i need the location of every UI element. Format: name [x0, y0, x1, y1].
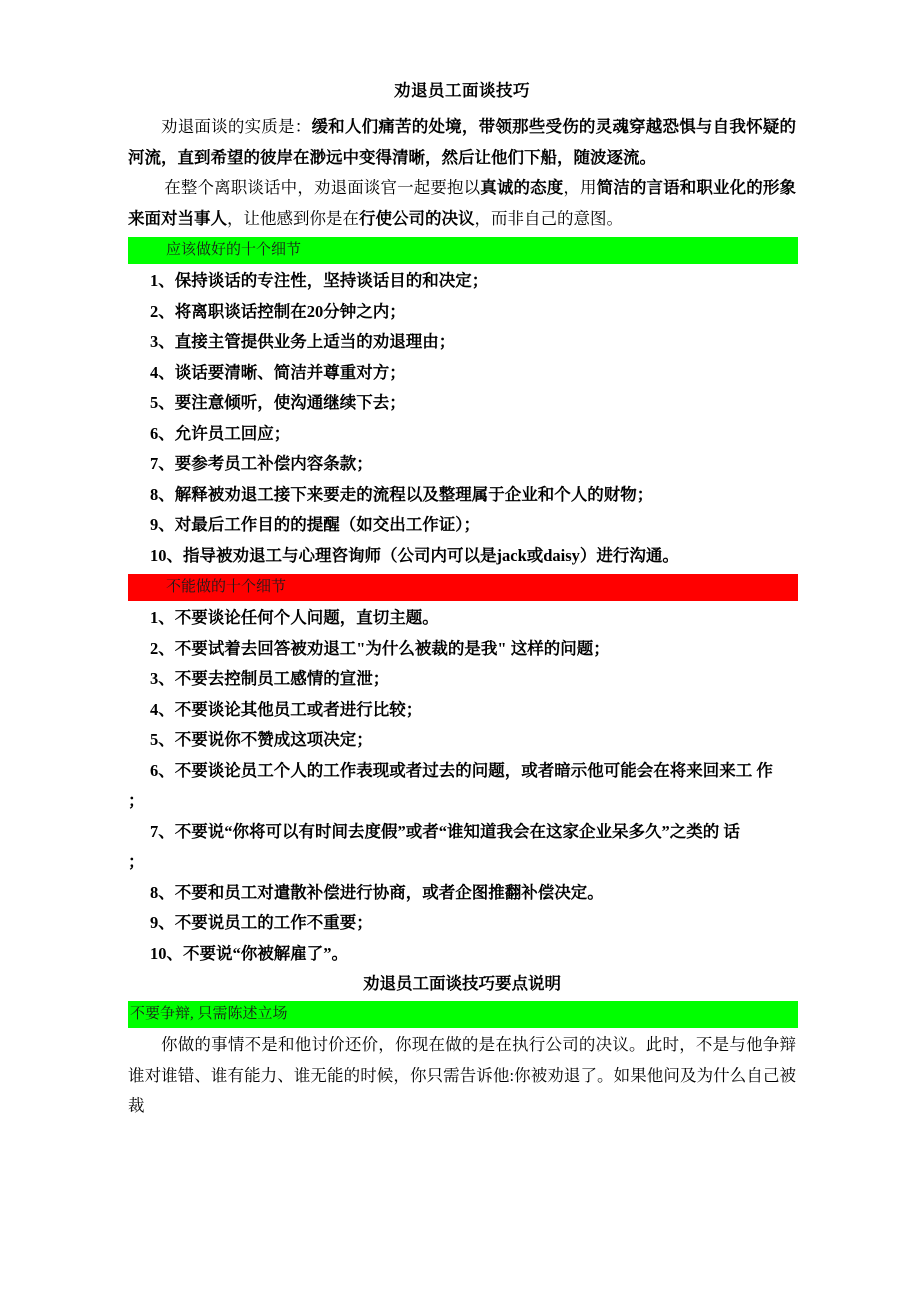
intro2-part3: ，让他感到你是在 [227, 208, 359, 228]
list-item: 8、不要和员工对遣散补偿进行协商，或者企图推翻补偿决定。 [150, 882, 604, 902]
intro-paragraph-2 [128, 173, 796, 234]
list-item: 9、不要说员工的工作不重要； [150, 913, 373, 932]
section-header-dont: 不能做的十个细节 [128, 574, 798, 601]
closing-paragraph: 你做的事情不是和他讨价还价，你现在做的是在执行公司的决议。此时，不是与他争辩谁对谁错、谁有能力、谁无能的时候，你只需告诉他:你被劝退了。如果他问及为什么自己被裁 [128, 1035, 796, 1115]
intro2-part1: 在整个离职谈话中，劝退面谈官一起要抱以 [164, 178, 481, 197]
list-item: 2、不要试着去回答被劝退工"为什么被裁的是我" 这样的问题； [150, 638, 610, 658]
list-item: 7、要参考员工补偿内容条款； [150, 454, 373, 473]
section-header-no-argument: 不要争辩, 只需陈述立场 [128, 1001, 798, 1028]
page-content [128, 78, 796, 1122]
list-item: 4、谈话要清晰、简洁并尊重对方； [150, 362, 406, 382]
intro2-part4: ，而非自己的意图。 [474, 208, 623, 228]
intro2-emphasis-3: 行使公司的决议 [359, 208, 475, 228]
page-title: 劝退员工面谈技巧 [394, 81, 530, 100]
intro-emphasis-text: 缓和人们痛苦的处境，带领那些受伤的灵魂穿越恐惧与自我怀疑的河流，直到希望的彼岸在渺远中变得清晰，然后让他们下船，随波逐流。 [128, 117, 797, 167]
list-item: 1、不要谈论任何个人问题，直切主题。 [150, 608, 439, 627]
do-list [128, 266, 796, 571]
list-item: 7、不要说“你将可以有时间去度假”或者“谁知道我会在这家企业呆多久”之类的 话 [150, 821, 740, 841]
intro-lead-text: 劝退面谈的实质是： [161, 117, 312, 136]
list-item: 10、指导被劝退工与心理咨询师（公司内可以是jack或daisy）进行沟通。 [150, 545, 679, 565]
section-heading-points: 劝退员工面谈技巧要点说明 [363, 974, 561, 993]
list-item: 8、解释被劝退工接下来要走的流程以及整理属于企业和个人的财物； [150, 484, 654, 504]
dont-list [128, 603, 796, 969]
list-item: 1、保持谈话的专注性，坚持谈话目的和决定； [150, 271, 489, 290]
list-item: 3、直接主管提供业务上适当的劝退理由； [150, 332, 456, 351]
list-item-continuation: ； [128, 791, 145, 810]
list-item: 3、不要去控制员工感情的宣泄； [150, 669, 390, 688]
list-item: 2、将离职谈话控制在20分钟之内； [150, 301, 406, 321]
list-item: 4、不要谈论其他员工或者进行比较； [150, 699, 423, 719]
list-item: 6、不要谈论员工个人的工作表现或者过去的问题，或者暗示他可能会在将来回来工 作 [150, 760, 773, 780]
section-header-do: 应该做好的十个细节 [128, 237, 798, 264]
list-item: 5、不要说你不赞成这项决定； [150, 730, 373, 749]
intro2-emphasis-2: 简洁的言语和职业化的形象来面对当事人 [128, 178, 797, 228]
list-item: 10、不要说“你被解雇了”。 [150, 943, 348, 963]
intro-paragraph-1 [128, 112, 796, 173]
intro2-part2: ，用 [563, 178, 597, 197]
list-item: 5、要注意倾听，使沟通继续下去； [150, 393, 406, 412]
intro2-emphasis-1: 真诚的态度 [480, 178, 564, 197]
list-item: 6、允许员工回应； [150, 423, 291, 443]
list-item-continuation: ； [128, 852, 145, 871]
list-item: 9、对最后工作目的的提醒（如交出工作证）； [150, 515, 480, 534]
